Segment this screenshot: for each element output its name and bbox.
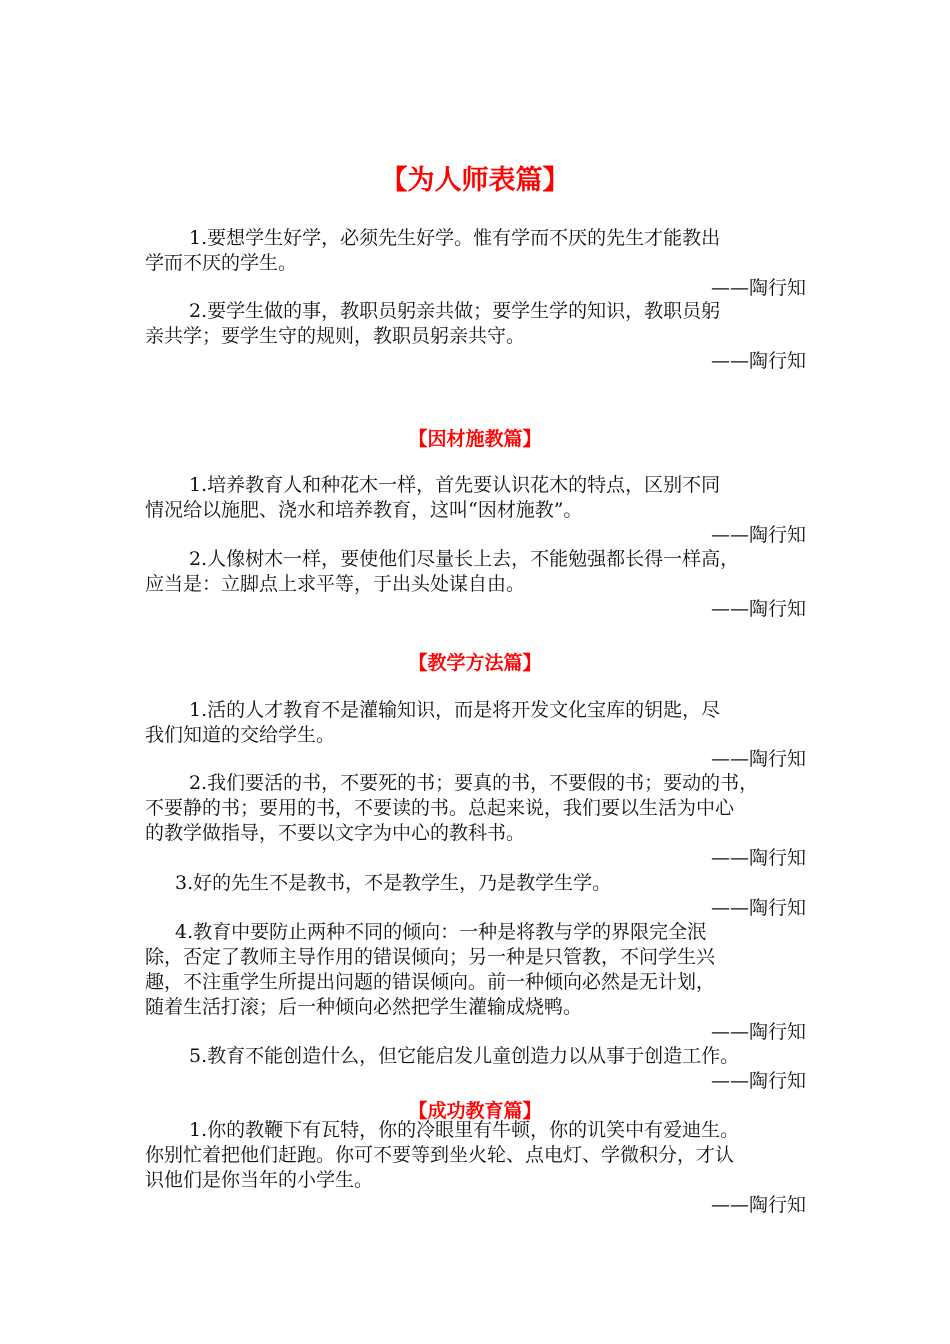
quote-line: 1.你的教鞭下有瓦特，你的冷眼里有牛顿，你的讥笑中有爱迪生。 — [189, 1119, 740, 1141]
quote-attribution: ——陶行知 — [710, 524, 806, 546]
section-heading: 【成功教育篇】 — [408, 1100, 542, 1122]
quote-attribution: ——陶行知 — [710, 1070, 806, 1092]
quote-attribution: ——陶行知 — [710, 897, 806, 919]
quote-line: 1.要想学生好学，必须先生好学。惟有学而不厌的先生才能教出 — [189, 227, 721, 249]
quote-line: 你别忙着把他们赶跑。你可不要等到坐火轮、点电灯、学微积分，才认 — [145, 1144, 735, 1166]
quote-line: 情况给以施肥、浇水和培养教育，这叫“因材施教”。 — [145, 499, 583, 521]
quote-attribution: ——陶行知 — [710, 748, 806, 770]
quote-attribution: ——陶行知 — [710, 350, 806, 372]
quote-line: 4.教育中要防止两种不同的倾向：一种是将教与学的界限完全泯 — [175, 921, 707, 943]
quote-line: 2.人像树木一样，要使他们尽量长上去，不能勉强都长得一样高， — [189, 548, 740, 570]
quote-line: 3.好的先生不是教书，不是教学生，乃是教学生学。 — [175, 872, 612, 894]
quote-line: 亲共学；要学生守的规则，教职员躬亲共守。 — [145, 325, 526, 347]
quote-line: 5.教育不能创造什么，但它能启发儿童创造力以从事于创造工作。 — [189, 1045, 740, 1067]
quote-line: 随着生活打滚；后一种倾向必然把学生灌输成烧鸭。 — [145, 996, 583, 1018]
quote-line: 趣，不注重学生所提出问题的错误倾向。前一种倾向必然是无计划， — [145, 971, 716, 993]
quote-line: 2.我们要活的书，不要死的书；要真的书，不要假的书；要动的书， — [189, 772, 759, 794]
section-heading: 【为人师表篇】 — [380, 165, 570, 196]
quote-line: 的教学做指导，不要以文字为中心的教科书。 — [145, 822, 526, 844]
quote-line: 应当是：立脚点上求平等，于出头处谋自由。 — [145, 573, 526, 595]
quote-line: 不要静的书；要用的书，不要读的书。总起来说，我们要以生活为中心 — [145, 797, 735, 819]
quote-line: 我们知道的交给学生。 — [145, 724, 336, 746]
quote-line: 1.培养教育人和种花木一样，首先要认识花木的特点，区别不同 — [189, 474, 721, 496]
quote-line: 2.要学生做的事，教职员躬亲共做；要学生学的知识，教职员躬 — [189, 300, 721, 322]
quote-line: 学而不厌的学生。 — [145, 252, 298, 274]
section-heading: 【因材施教篇】 — [408, 428, 542, 450]
quote-attribution: ——陶行知 — [710, 598, 806, 620]
quote-line: 除，否定了教师主导作用的错误倾向；另一种是只管教，不问学生兴 — [145, 946, 716, 968]
quote-attribution: ——陶行知 — [710, 847, 806, 869]
quote-attribution: ——陶行知 — [710, 277, 806, 299]
quote-line: 1.活的人才教育不是灌输知识，而是将开发文化宝库的钥匙，尽 — [189, 699, 721, 721]
quote-line: 识他们是你当年的小学生。 — [145, 1169, 374, 1191]
quote-attribution: ——陶行知 — [710, 1021, 806, 1043]
quote-attribution: ——陶行知 — [710, 1194, 806, 1216]
section-heading: 【教学方法篇】 — [408, 652, 542, 674]
